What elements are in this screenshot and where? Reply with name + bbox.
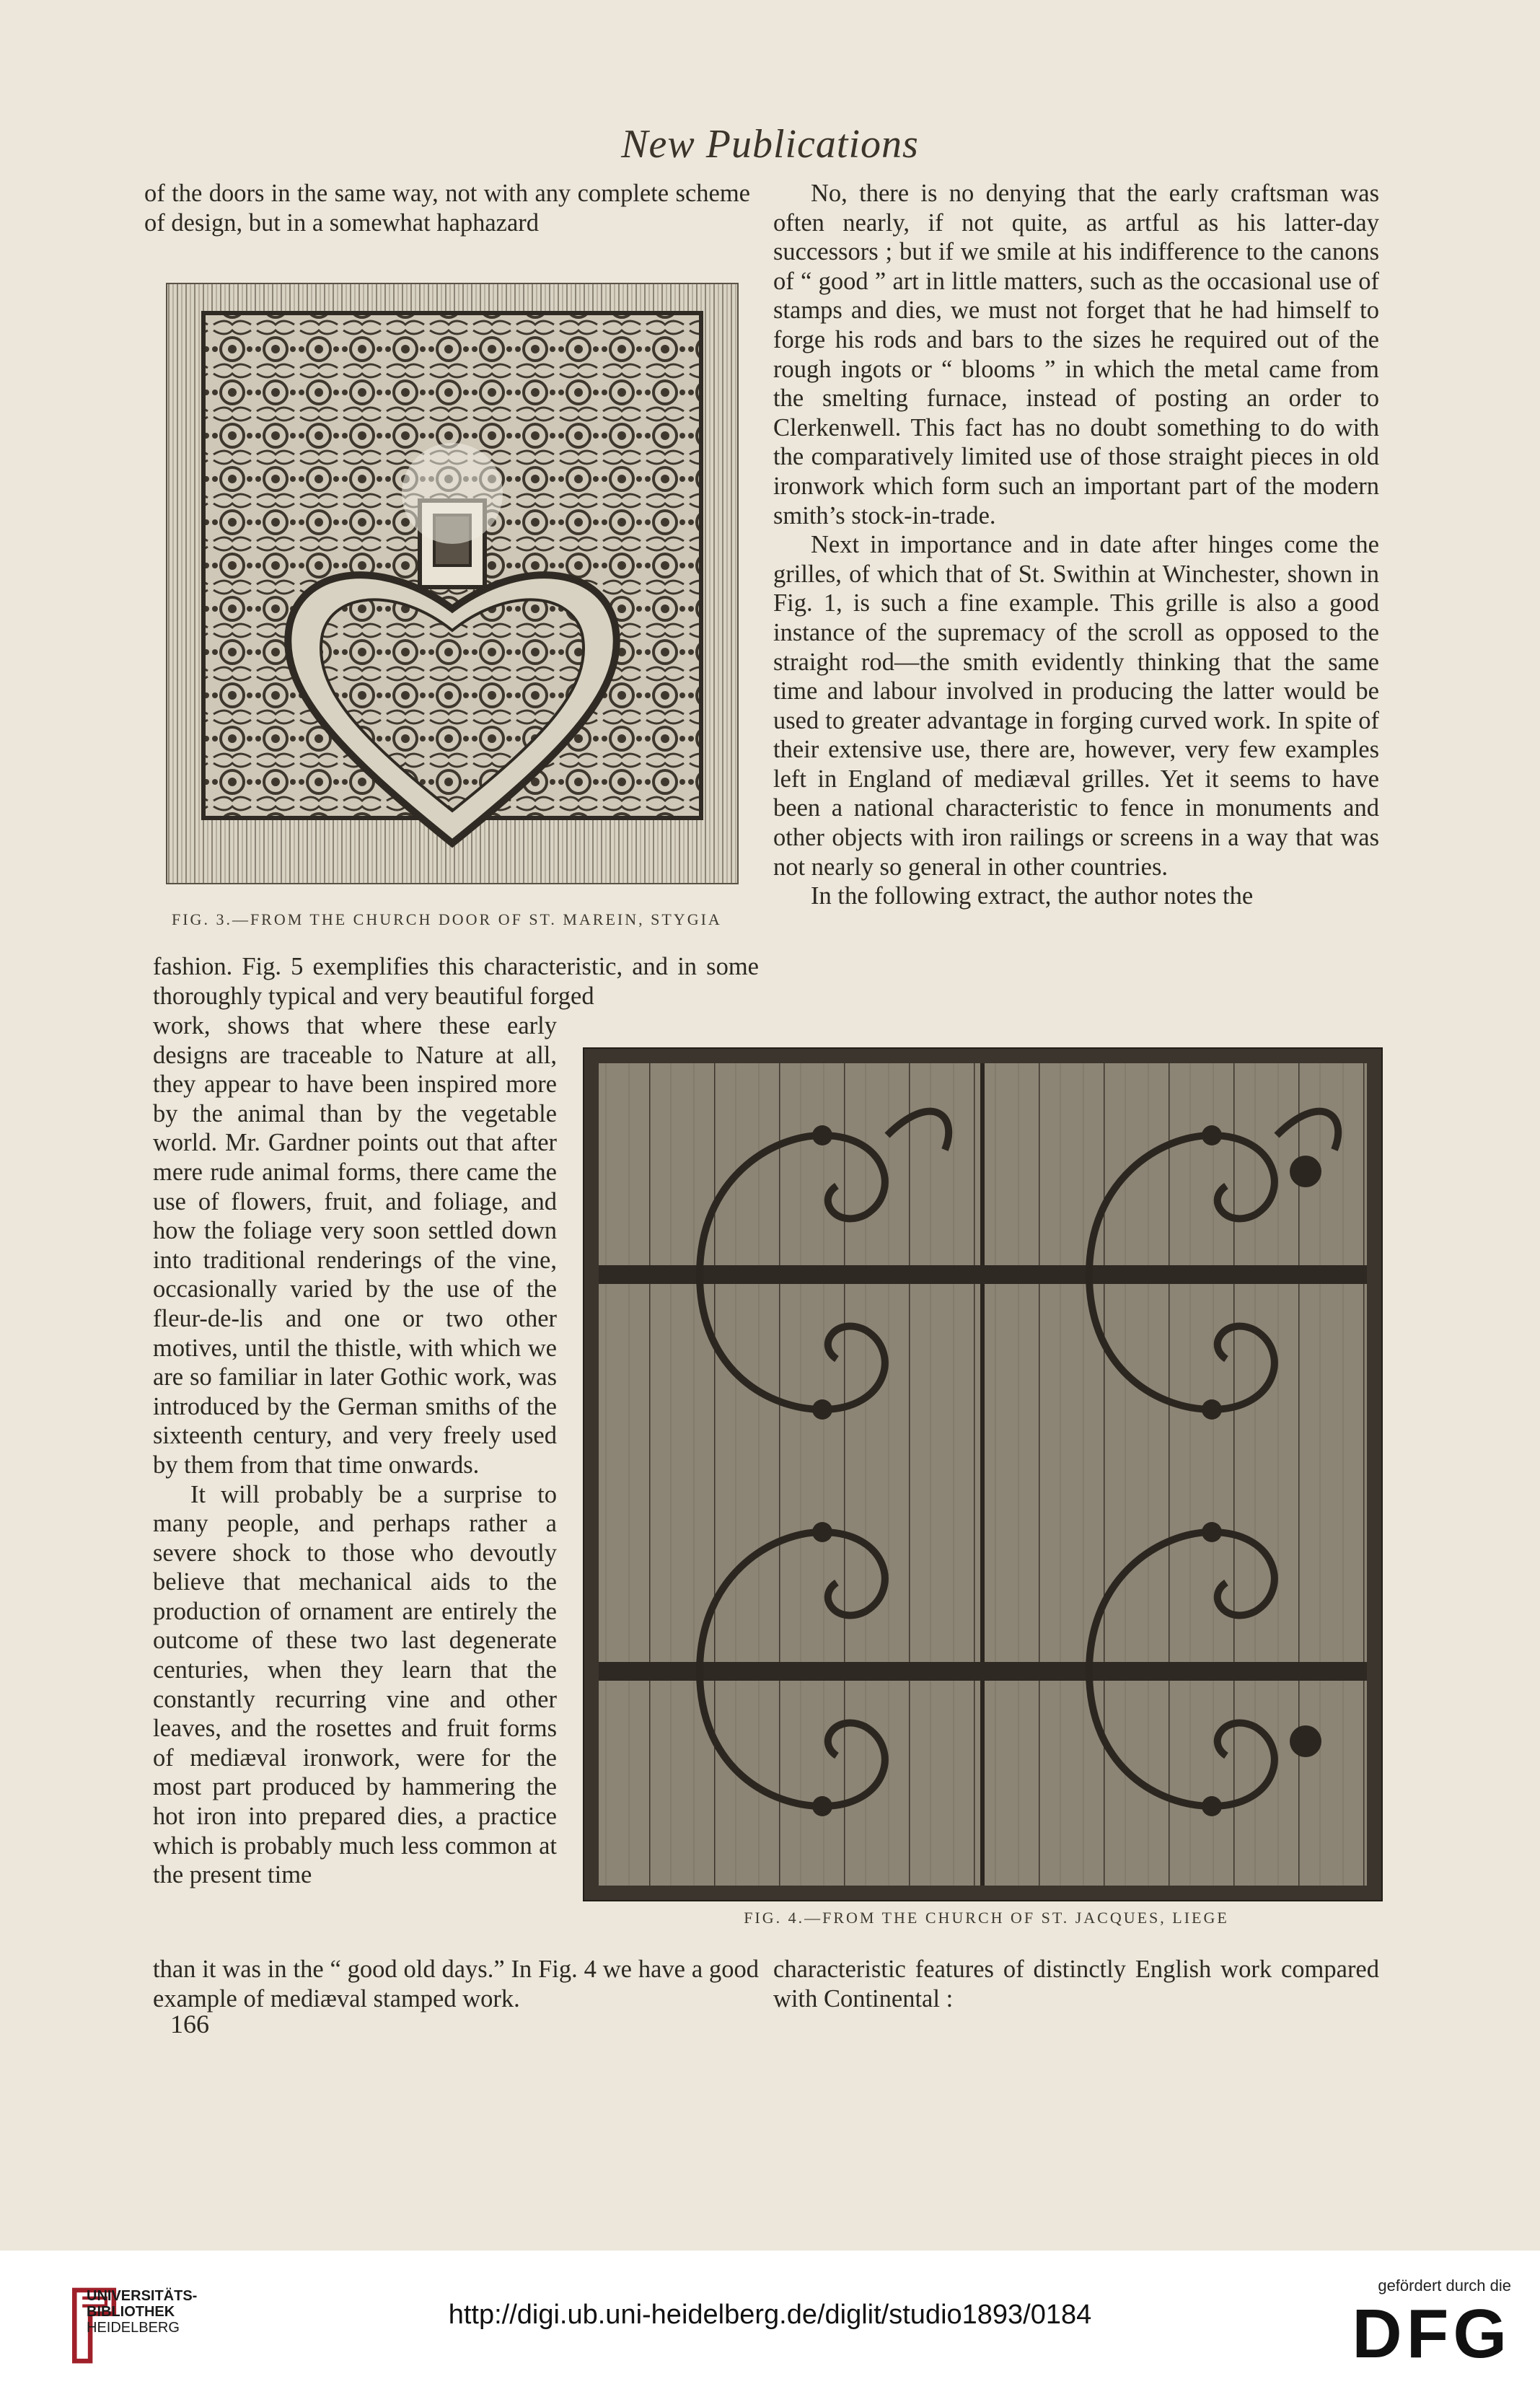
figure-4-caption: FIG. 4.—FROM THE CHURCH OF ST. JACQUES, LIEGE xyxy=(744,1909,1229,1927)
figure-3-caption: FIG. 3.—FROM THE CHURCH DOOR OF ST. MAREIN, STYGIA xyxy=(172,910,722,928)
left-column-narrow xyxy=(153,1011,557,1890)
figure-3-door-plate xyxy=(166,283,739,884)
paragraph: than it was in the “ good old days.” In Fig. 4 we have a good example of mediæval stamped work. xyxy=(153,1956,759,2013)
library-name-line: UNIVERSITÄTS- xyxy=(87,2288,198,2304)
paragraph: of the doors in the same way, not with any complete scheme of design, but in a somewhat haphazard xyxy=(144,180,750,237)
paragraph: Next in importance and in date after hinges come the grilles, of which that of St. Swithin at Winchester, shown in Fig. 1, is such a fine example. This grille is also a good instance of the supremacy of the scroll as opposed to the straight rod—the smith evidently thinking that the same time and labour involved in producing the latter would be used to greater advantage in forging curved work. In spite of their extensive use, there are, however, very few examples left in England of mediæval grilles. Yet it seems to have been a national characteristic to fence in monuments and other objects with iron railings or screens in a way that was not nearly so general in other countries. xyxy=(773,531,1379,881)
fig4-illustration xyxy=(584,1049,1381,1900)
dfg-logo: DFG xyxy=(1352,2295,1511,2372)
paragraph: work, shows that where these early designs are traceable to Nature at all, they appear to have been inspired more by the animal than by the vegetable world. Mr. Gardner points out that after mere rude animal forms, there came the use of flowers, fruit, and foliage, and how the foliage very soon settled down into traditional renderings of the vine, occasionally varied by the use of the fleur-de-lis and one or two other motives, until the thistle, with which we are so familiar in later Gothic work, was introduced by the German smiths of the sixteenth century, and very freely used by them from that time onwards. xyxy=(153,1012,557,1479)
page-number: 166 xyxy=(170,2010,209,2038)
paragraph: In the following extract, the author notes the xyxy=(811,882,1254,910)
library-name-line: HEIDELBERG xyxy=(87,2320,180,2336)
fig3-illustration xyxy=(167,284,737,883)
page-header-title: New Publications xyxy=(621,122,919,167)
paragraph: It will probably be a surprise to many people, and perhaps rather a severe shock to those who devoutly believe that mechanical aids to the production of ornament are entirely the outcome of these two last degenerate centuries, when they learn that the constantly recurring vine and other leaves, and the rosettes and fruit forms of mediæval ironwork, were for the most part produced by hammering the hot iron into prepared dies, a practice which is probably much less common at the present time xyxy=(153,1480,557,1889)
paragraph: fashion. Fig. 5 exemplifies this characteristic, and in some thoroughly typical and very beautiful forged xyxy=(153,953,759,1010)
sponsor-note: gefördert durch die xyxy=(1378,2277,1511,2295)
paragraph: No, there is no denying that the early craftsman was often nearly, if not quite, as artful as his latter-day successors ; but if we smile at his indifference to the canons of “ good ” art in little matters, such as the occasional use of stamps and dies, we must not forget that he had himself to forge his rods and bars to the sizes he required out of the rough ingots or “ blooms ” in which the metal came from the smelting furnace, instead of posting an order to Clerkenwell. This fact has no doubt something to do with the comparatively limited use of those straight pieces in old ironwork which form such an important part of the modern smith’s stock-in-trade. xyxy=(773,180,1379,529)
left-column-top xyxy=(144,179,750,237)
library-name-line: BIBLIOTHEK xyxy=(87,2304,175,2320)
right-column xyxy=(773,179,1379,911)
left-column-bottom xyxy=(153,1955,759,2013)
right-column-bottom xyxy=(773,1955,1379,2013)
paragraph: characteristic features of distinctly English work compared with Continental : xyxy=(773,1956,1379,2013)
left-column-mid xyxy=(153,952,759,1011)
digitization-footer xyxy=(0,2251,1540,2384)
figure-4-church-door xyxy=(583,1047,1383,1901)
source-url-link[interactable]: http://digi.ub.uni-heidelberg.de/diglit/studio1893/0184 xyxy=(448,2300,1092,2330)
